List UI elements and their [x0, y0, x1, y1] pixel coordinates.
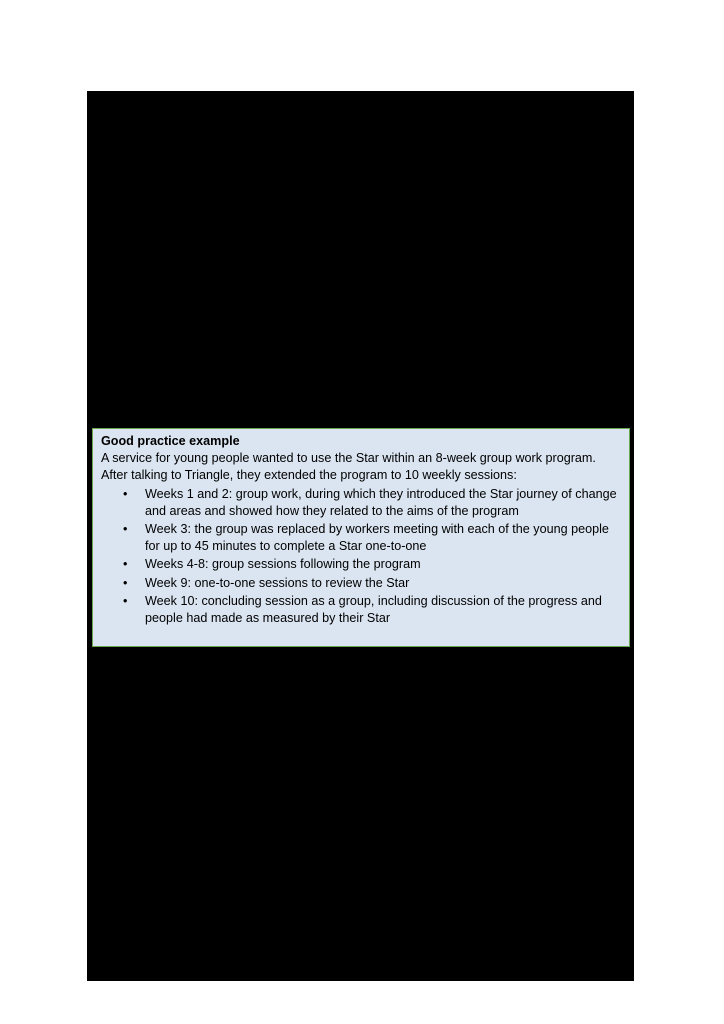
- bullet-icon: •: [123, 557, 128, 572]
- list-item: [101, 575, 621, 592]
- list-item-text: Week 10: concluding session as a group, including discussion of the progress and people had made as measured by their Star: [145, 593, 602, 626]
- callout-intro: A service for young people wanted to use the Star within an 8-week group work program. After talking to Triangle, they extended the program to 10 weekly sessions:: [101, 451, 596, 483]
- good-practice-callout: [92, 428, 630, 647]
- session-list: [101, 486, 621, 628]
- list-item: [101, 593, 621, 627]
- list-item-text: Week 9: one-to-one sessions to review the Star: [145, 575, 410, 590]
- list-item: [101, 486, 621, 520]
- list-item-text: Weeks 1 and 2: group work, during which they introduced the Star journey of change and areas and showed how they related to the aims of the program: [145, 486, 617, 518]
- bullet-icon: •: [123, 593, 128, 608]
- bullet-icon: •: [123, 575, 128, 590]
- callout-title: Good practice example: [101, 434, 240, 448]
- list-item: [101, 521, 621, 555]
- list-item: [101, 556, 621, 573]
- list-item-text: Week 3: the group was replaced by workers meeting with each of the young people for up to 45 minutes to complete a Star one-to-one: [145, 522, 609, 554]
- bullet-icon: •: [123, 522, 128, 537]
- list-item-text: Weeks 4-8: group sessions following the program: [145, 557, 421, 572]
- bullet-icon: •: [123, 486, 128, 501]
